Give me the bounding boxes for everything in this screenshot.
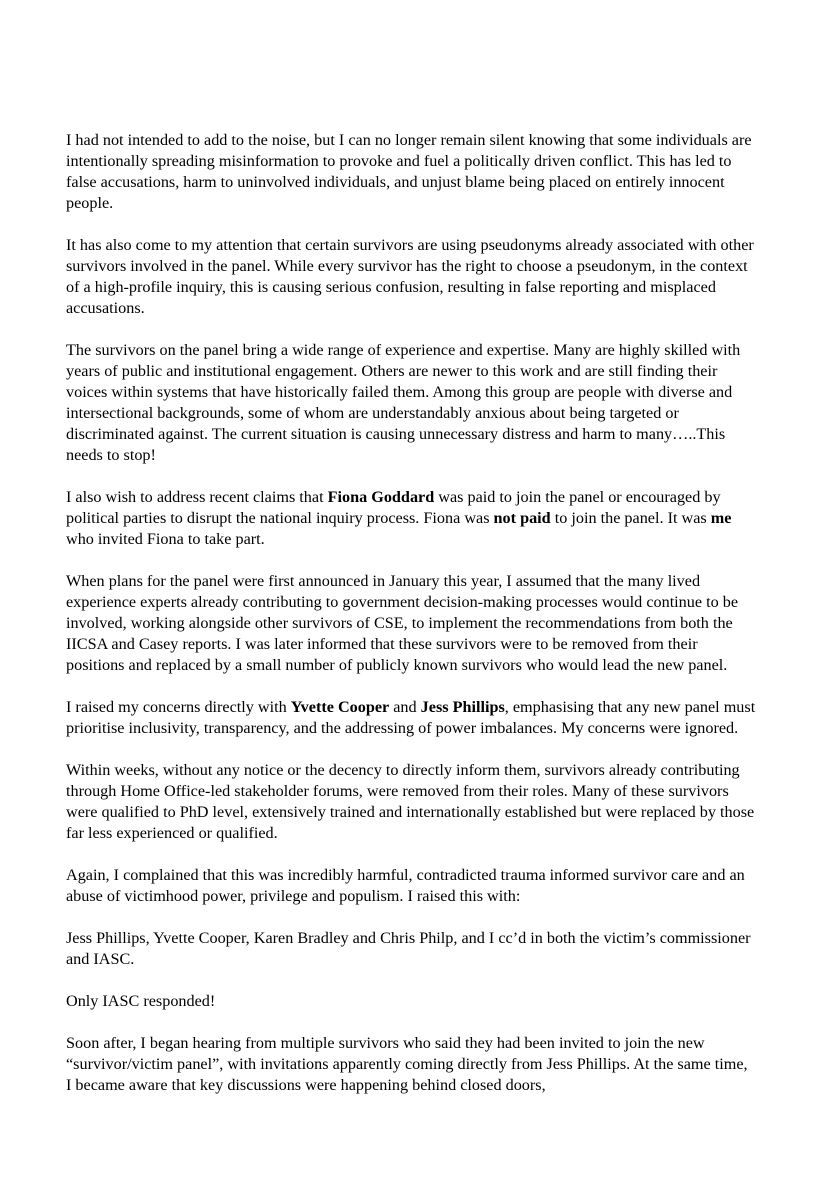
paragraph-complaint: Again, I complained that this was incredibly harmful, contradicted trauma informed survivor care and an abuse of victimhood power, privilege and populism. I raised this with: xyxy=(66,866,745,905)
paragraph-panel-survivors: The survivors on the panel bring a wide range of experience and expertise. Many are highly skilled with years of public and institutional engagement. Others are newer to this work and are still finding their voices within systems that have historically failed them. Among this group are people with diverse and intersectional backgrounds, some of whom are understandably anxious about being targeted or discriminated against. The current situation is causing unnecessary distress and harm to many…..This needs to stop! xyxy=(66,341,741,464)
paragraph-iasc-responded: Only IASC responded! xyxy=(66,992,216,1010)
bold-name-fiona-goddard: Fiona Goddard xyxy=(327,488,435,506)
text-run: who invited Fiona to take part. xyxy=(66,530,265,548)
text-run: , emphasising that any new panel must prioritise inclusivity, transparency, and the addressing of power imbalances. My concerns were ignored. xyxy=(66,698,756,737)
bold-name-yvette-cooper: Yvette Cooper xyxy=(290,698,390,716)
text-run: to join the panel. It was xyxy=(550,509,711,527)
paragraph-invitations: Soon after, I began hearing from multiple survivors who said they had been invited to join the new “survivor/victim panel”, with invitations apparently coming directly from Jess Phillips. At the same time, I became aware that key discussions were happening behind closed doors, xyxy=(66,1034,748,1094)
paragraph-recipients: Jess Phillips, Yvette Cooper, Karen Bradley and Chris Philp, and I cc’d in both the victim’s commissioner and IASC. xyxy=(66,929,751,968)
text-run: I raised my concerns directly with xyxy=(66,698,291,716)
bold-me: me xyxy=(710,509,732,527)
text-run: was paid to join the panel or encouraged by political parties to disrupt the national inquiry process. Fiona was xyxy=(66,488,721,527)
paragraph-panel-plans: When plans for the panel were first announced in January this year, I assumed that the many lived experience experts already contributing to government decision-making processes would continue to be involved, working alongside other survivors of CSE, to implement the recommendations from both the IICSA and Casey reports. I was later informed that these survivors were to be removed from their positions and replaced by a small number of publicly known survivors who would lead the new panel. xyxy=(66,572,739,674)
text-run: and xyxy=(389,698,421,716)
letter-body xyxy=(66,130,756,1117)
paragraph-misinformation: I had not intended to add to the noise, but I can no longer remain silent knowing that some individuals are intentionally spreading misinformation to provoke and fuel a politically driven conflict. This has led to false accusations, harm to uninvolved individuals, and unjust blame being placed on entirely innocent people. xyxy=(66,131,752,212)
paragraph-concerns-raised xyxy=(66,697,756,739)
paragraph-pseudonyms: It has also come to my attention that certain survivors are using pseudonyms already associated with other survivors involved in the panel. While every survivor has the right to choose a pseudonym, in the context of a high-profile inquiry, this is causing serious confusion, resulting in false reporting and misplaced accusations. xyxy=(66,236,754,317)
text-run: I also wish to address recent claims that xyxy=(66,488,328,506)
bold-not-paid: not paid xyxy=(493,509,551,527)
paragraph-survivors-removed: Within weeks, without any notice or the decency to directly inform them, survivors already contributing through Home Office-led stakeholder forums, were removed from their roles. Many of these survivors were qualified to PhD level, extensively trained and internationally established but were replaced by those far less experienced or qualified. xyxy=(66,761,755,842)
bold-name-jess-phillips: Jess Phillips xyxy=(420,698,505,716)
paragraph-fiona-goddard xyxy=(66,487,756,550)
